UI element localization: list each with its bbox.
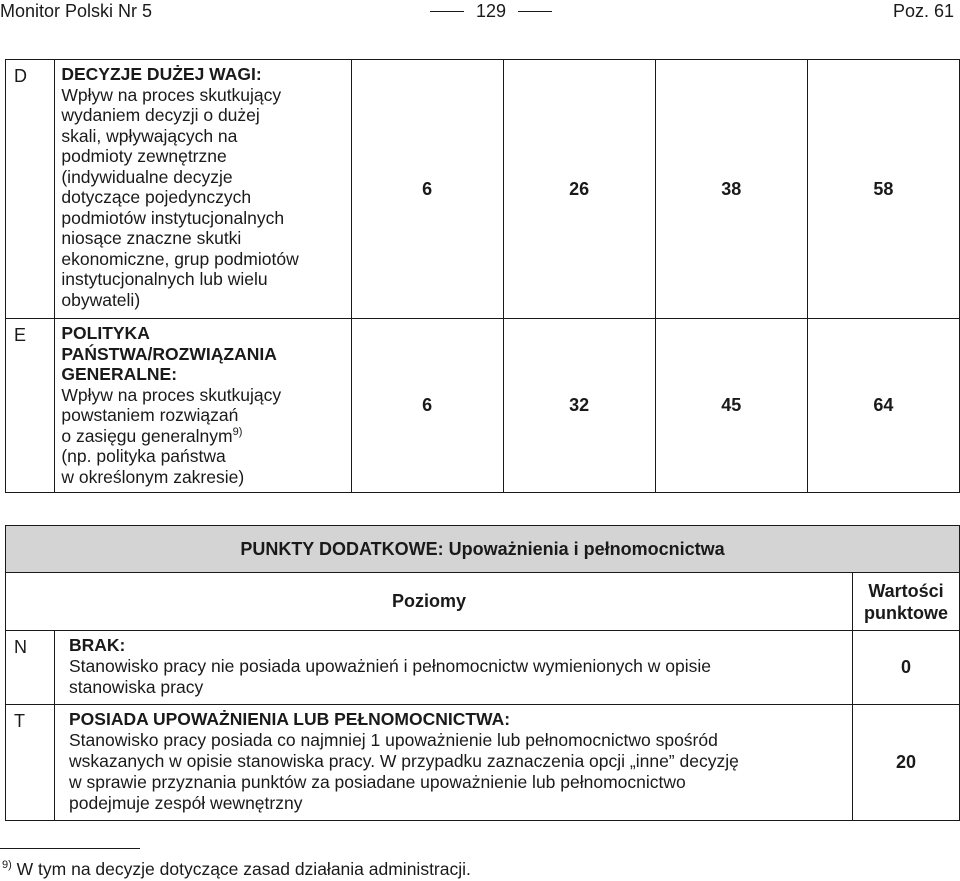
value-cell: 45 bbox=[655, 319, 807, 493]
page-number: 129 bbox=[476, 1, 507, 21]
row-title: BRAK: bbox=[69, 635, 126, 655]
value-cell: 6 bbox=[351, 319, 503, 493]
description-line: podmiotów instytucjonalnych bbox=[61, 207, 285, 228]
description-line: wskazanych w opisie stanowiska pracy. W przypadku zaznaczenia opcji „inne” decyzję bbox=[69, 751, 739, 771]
table-header-row bbox=[6, 573, 960, 631]
description-line: (indywidualne decyzje bbox=[61, 166, 233, 187]
position-number: Poz. 61 bbox=[892, 1, 954, 21]
description-line: podmioty zewnętrzne bbox=[61, 146, 227, 166]
description-line: niosące znaczne skutki bbox=[61, 228, 242, 248]
header-levels: Poziomy bbox=[6, 573, 853, 631]
description-line: Wpływ na proces skutkujący bbox=[61, 84, 282, 105]
page-number-dash-left bbox=[430, 11, 464, 12]
page-number-dash-right bbox=[518, 11, 552, 12]
header-point-values bbox=[853, 573, 960, 631]
row-description bbox=[55, 60, 351, 319]
points-cell: 0 bbox=[853, 631, 960, 705]
row-letter: E bbox=[6, 319, 55, 493]
description-line: w sprawie przyznania punktów za posiadane upoważnienie lub pełnomocnictwo bbox=[69, 772, 686, 792]
row-description bbox=[55, 631, 853, 705]
footnote bbox=[2, 858, 471, 880]
table-row-t bbox=[6, 705, 960, 821]
footnote-separator bbox=[0, 848, 140, 849]
description-line: dotyczące pojedynczych bbox=[61, 187, 252, 207]
value-cell: 6 bbox=[351, 60, 503, 319]
row-title-line: PAŃSTWA/ROZWIĄZANIA bbox=[61, 343, 277, 364]
header-line: punktowe bbox=[864, 602, 948, 623]
description-line: w określonym zakresie) bbox=[61, 466, 245, 487]
description-line: Stanowisko pracy nie posiada upoważnień i pełnomocnictw wymienionych w opisie bbox=[69, 656, 712, 676]
points-cell: 20 bbox=[853, 705, 960, 821]
description-line: obywateli) bbox=[61, 289, 141, 310]
additional-points-table bbox=[5, 525, 960, 821]
value-cell: 38 bbox=[655, 60, 807, 319]
value-cell: 32 bbox=[503, 319, 655, 493]
description-line: powstaniem rozwiązań bbox=[61, 405, 239, 425]
value-cell: 26 bbox=[503, 60, 655, 319]
description-line: skali, wpływających na bbox=[61, 125, 238, 146]
row-description bbox=[55, 319, 351, 493]
table-title-row bbox=[6, 526, 960, 573]
footnote-mark: 9) bbox=[2, 859, 12, 871]
description-line: ekonomiczne, grup podmiotów bbox=[61, 248, 299, 269]
footnote-reference: 9) bbox=[232, 425, 243, 438]
footnote-text: W tym na decyzje dotyczące zasad działania administracji. bbox=[16, 859, 471, 879]
description-line: podejmuje zespół wewnętrzny bbox=[69, 793, 303, 813]
description-line: Wpływ na proces skutkujący bbox=[61, 384, 282, 405]
page-number-block bbox=[418, 0, 564, 22]
running-header-title: Monitor Polski Nr 5 bbox=[0, 1, 153, 21]
description-line bbox=[61, 426, 346, 447]
table-title: PUNKTY DODATKOWE: Upoważnienia i pełnomocnictwa bbox=[6, 526, 960, 573]
row-title-line: POLITYKA bbox=[61, 323, 150, 343]
value-cell: 64 bbox=[807, 319, 959, 493]
row-title: DECYZJE DUŻEJ WAGI: bbox=[61, 64, 262, 84]
decision-levels-table bbox=[5, 59, 960, 493]
description-line: Stanowisko pracy posiada co najmniej 1 upoważnienie lub pełnomocnictwo spośród bbox=[69, 730, 718, 750]
header-line: Wartości bbox=[868, 580, 944, 601]
table-row-d bbox=[6, 60, 960, 319]
table-row-e bbox=[6, 319, 960, 493]
description-line: wydaniem decyzji o dużej bbox=[61, 105, 260, 125]
value-cell: 58 bbox=[807, 60, 959, 319]
description-text: o zasięgu generalnym bbox=[61, 425, 233, 446]
row-description bbox=[55, 705, 853, 821]
description-line: stanowiska pracy bbox=[69, 677, 204, 697]
description-line: (np. polityka państwa bbox=[61, 446, 226, 466]
row-title-line: GENERALNE: bbox=[61, 364, 178, 384]
row-letter: D bbox=[6, 60, 55, 319]
row-letter: N bbox=[6, 631, 55, 705]
row-title: POSIADA UPOWAŻNIENIA LUB PEŁNOMOCNICTWA: bbox=[69, 709, 511, 729]
description-line: instytucjonalnych lub wielu bbox=[61, 269, 268, 289]
row-letter: T bbox=[6, 705, 55, 821]
table-row-n bbox=[6, 631, 960, 705]
